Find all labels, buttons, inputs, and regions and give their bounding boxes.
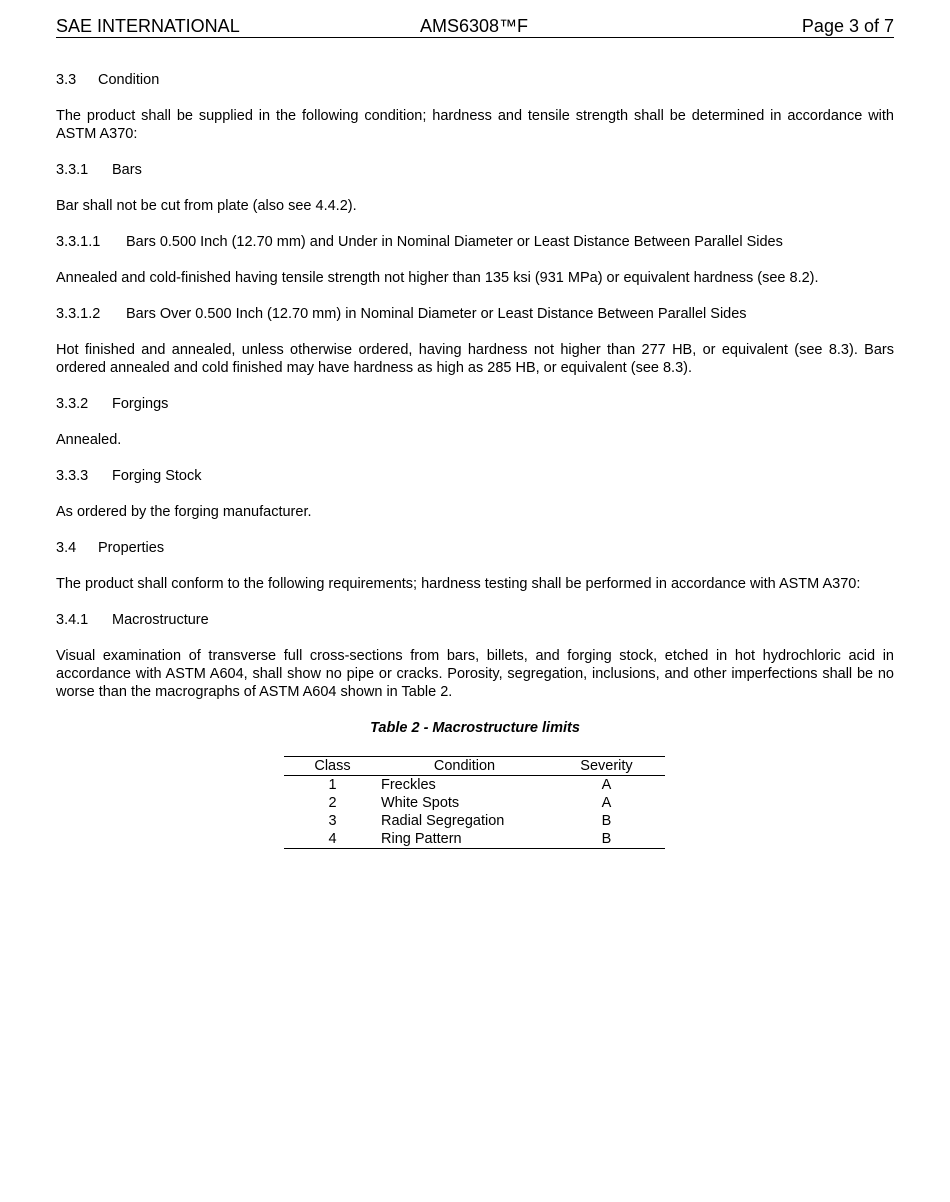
section-heading-3-3-2 [56, 395, 894, 413]
section-number: 3.3.1 [56, 162, 89, 178]
document-body [56, 71, 894, 849]
table-row [284, 776, 665, 795]
column-header-severity: Severity [548, 757, 665, 776]
section-heading-3-3-1-1 [56, 233, 894, 251]
section-number: 3.4 [56, 540, 77, 556]
section-number: 3.3.1.1 [56, 234, 101, 250]
section-title: Forgings [112, 396, 169, 412]
cell-severity: A [601, 777, 612, 793]
section-title: Bars Over 0.500 Inch (12.70 mm) in Nominal Diameter or Least Distance Between Parallel Sides [126, 306, 747, 322]
section-text-3-3-1-1: Annealed and cold-finished having tensile strength not higher than 135 ksi (931 MPa) or equivalent hardness (see 8.2). [56, 270, 819, 286]
section-title: Properties [98, 540, 165, 556]
section-heading-3-3-3 [56, 467, 894, 485]
section-title: Bars 0.500 Inch (12.70 mm) and Under in Nominal Diameter or Least Distance Between Parallel Sides [126, 234, 783, 250]
section-text-3-3-3: As ordered by the forging manufacturer. [56, 504, 312, 520]
cell-severity: B [548, 830, 665, 849]
column-header-condition: Condition [381, 757, 548, 776]
section-number: 3.3.2 [56, 396, 89, 412]
table-row [284, 830, 665, 849]
section-number: 3.4.1 [56, 612, 89, 628]
macrostructure-table [284, 756, 665, 849]
cell-condition: Ring Pattern [381, 830, 548, 849]
section-title: Macrostructure [112, 612, 209, 628]
table-caption: Table 2 - Macrostructure limits [370, 720, 580, 736]
cell-class: 4 [284, 830, 381, 849]
header-page-number: Page 3 of 7 [801, 16, 894, 36]
header-org: SAE INTERNATIONAL [56, 16, 240, 36]
section-heading-3-3-1 [56, 161, 894, 179]
section-number: 3.3.1.2 [56, 306, 101, 322]
table-row [284, 794, 665, 812]
column-header-class: Class [284, 757, 381, 776]
cell-class: 3 [328, 813, 337, 829]
cell-class: 1 [328, 777, 337, 793]
header-doc-id: AMS6308™F [420, 16, 529, 36]
cell-severity: A [601, 795, 612, 811]
cell-severity: B [601, 813, 612, 829]
section-text-3-3-2: Annealed. [56, 432, 122, 448]
page-header [56, 16, 894, 38]
cell-condition: Radial Segregation [381, 813, 505, 829]
section-text-3-3-1-2: Hot finished and annealed, unless otherwise ordered, having hardness not higher than 277 HB, or equivalent (see 8.3). Bars ordered annealed and cold finished may have hardness as high as 285 HB, or equivalent (see 8.3). [56, 342, 894, 376]
section-heading-3-3 [56, 71, 894, 89]
section-heading-3-3-1-2 [56, 305, 894, 323]
section-number: 3.3.3 [56, 468, 89, 484]
table-header-row [284, 757, 665, 776]
section-title: Forging Stock [112, 468, 202, 484]
cell-class: 2 [328, 795, 337, 811]
section-text-3-4: The product shall conform to the following requirements; hardness testing shall be performed in accordance with ASTM A370: [56, 576, 861, 592]
section-text-3-3: The product shall be supplied in the following condition; hardness and tensile strength shall be determined in accordance with ASTM A370: [56, 108, 894, 142]
section-title: Bars [112, 162, 142, 178]
section-heading-3-4 [56, 539, 894, 557]
table-row [284, 812, 665, 830]
section-text-3-4-1: Visual examination of transverse full cross-sections from bars, billets, and forging stock, etched in hot hydrochloric acid in accordance with ASTM A604, shall show no pipe or cracks. Porosity, segregation, inclusions, and other imperfections shall be no worse than the macrographs of ASTM A604 shown in Table 2. [56, 648, 894, 700]
document-page [56, 16, 894, 849]
section-number: 3.3 [56, 72, 77, 88]
section-title: Condition [98, 72, 160, 88]
section-text-3-3-1: Bar shall not be cut from plate (also see 4.4.2). [56, 198, 357, 214]
cell-condition: White Spots [381, 795, 460, 811]
cell-condition: Freckles [381, 777, 436, 793]
section-heading-3-4-1 [56, 611, 894, 629]
